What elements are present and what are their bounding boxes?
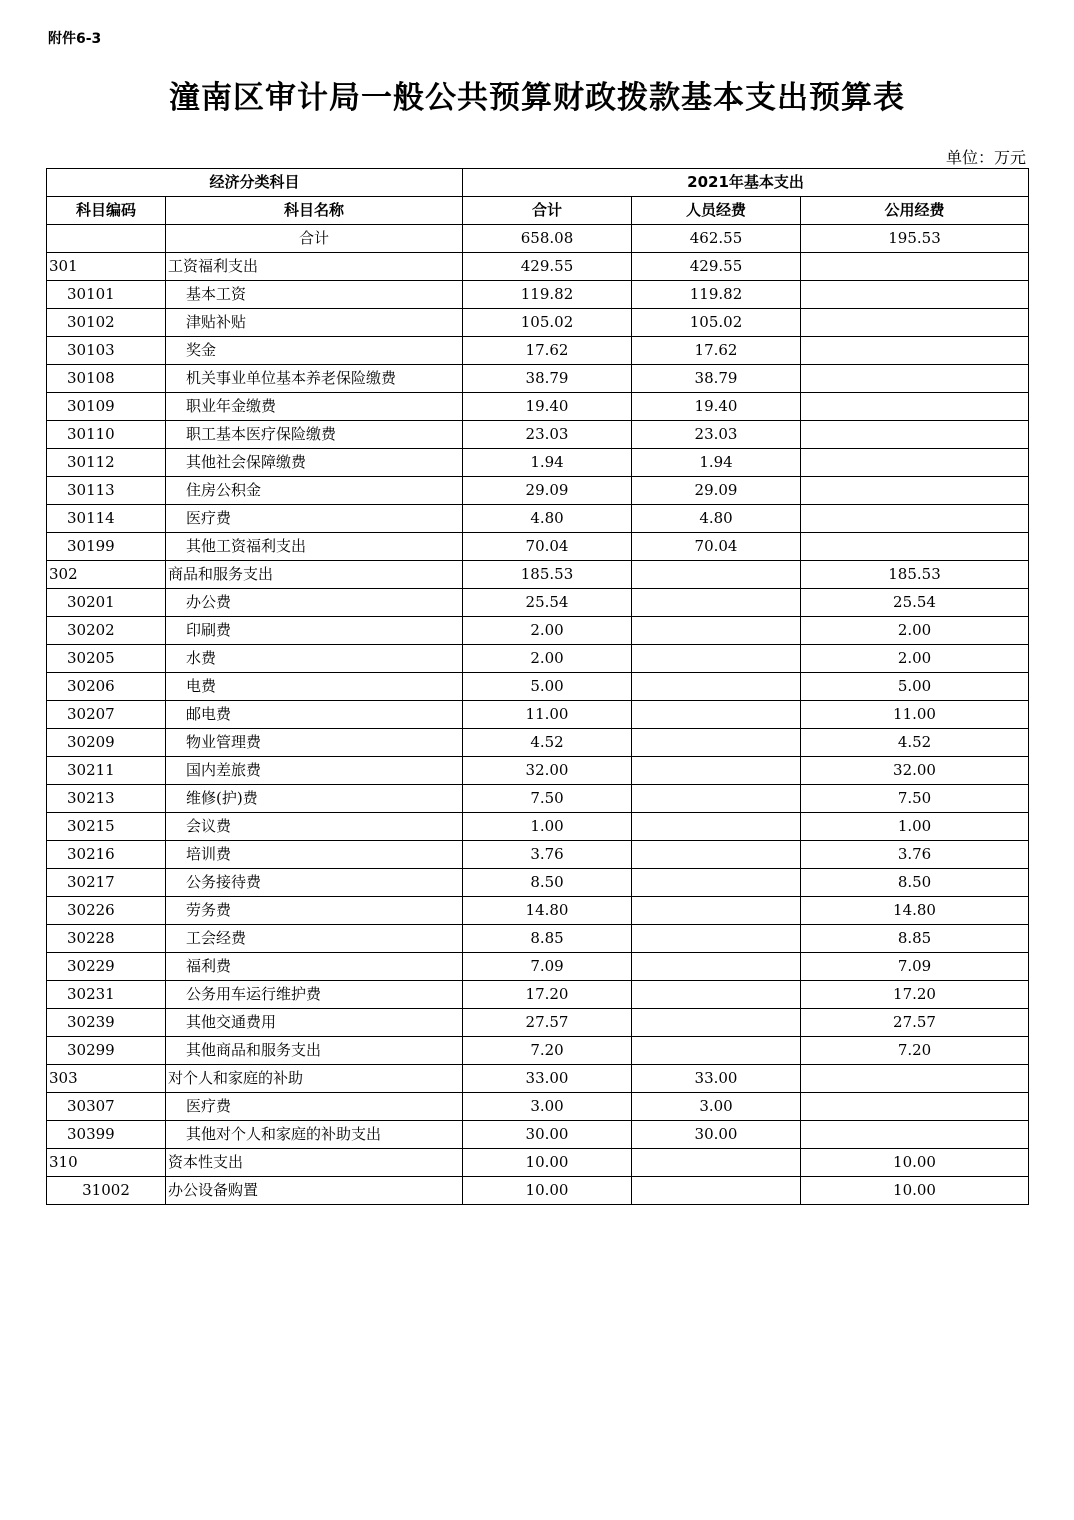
row-code: 30399 <box>47 1121 166 1149</box>
row-code: 30213 <box>47 785 166 813</box>
row-personnel: 70.04 <box>632 533 801 561</box>
header-name: 科目名称 <box>166 197 463 225</box>
row-name: 公务用车运行维护费 <box>166 981 463 1009</box>
table-row <box>47 813 1029 841</box>
row-total: 10.00 <box>463 1149 632 1177</box>
table-row <box>47 1093 1029 1121</box>
row-personnel: 29.09 <box>632 477 801 505</box>
row-code: 30209 <box>47 729 166 757</box>
row-name: 职业年金缴费 <box>166 393 463 421</box>
row-total: 7.50 <box>463 785 632 813</box>
row-code: 30108 <box>47 365 166 393</box>
row-personnel: 1.94 <box>632 449 801 477</box>
table-row <box>47 1009 1029 1037</box>
table-row <box>47 841 1029 869</box>
row-code: 30307 <box>47 1093 166 1121</box>
row-total: 70.04 <box>463 533 632 561</box>
row-total: 2.00 <box>463 617 632 645</box>
row-personnel: 3.00 <box>632 1093 801 1121</box>
row-code: 30201 <box>47 589 166 617</box>
row-total: 23.03 <box>463 421 632 449</box>
total-row <box>47 225 1029 253</box>
row-name: 工会经费 <box>166 925 463 953</box>
row-total: 38.79 <box>463 365 632 393</box>
row-name: 商品和服务支出 <box>166 561 463 589</box>
row-personnel <box>632 645 801 673</box>
row-personnel: 23.03 <box>632 421 801 449</box>
row-public: 7.50 <box>801 785 1029 813</box>
row-name: 物业管理费 <box>166 729 463 757</box>
row-name: 奖金 <box>166 337 463 365</box>
row-name: 工资福利支出 <box>166 253 463 281</box>
row-name: 职工基本医疗保险缴费 <box>166 421 463 449</box>
row-total: 33.00 <box>463 1065 632 1093</box>
table-row <box>47 505 1029 533</box>
table-row <box>47 1037 1029 1065</box>
header-total: 合计 <box>463 197 632 225</box>
row-personnel: 33.00 <box>632 1065 801 1093</box>
row-name: 医疗费 <box>166 505 463 533</box>
row-personnel <box>632 589 801 617</box>
table-row <box>47 617 1029 645</box>
row-total: 119.82 <box>463 281 632 309</box>
row-public <box>801 477 1029 505</box>
row-name: 其他社会保障缴费 <box>166 449 463 477</box>
row-total: 8.85 <box>463 925 632 953</box>
row-personnel <box>632 869 801 897</box>
table-row <box>47 309 1029 337</box>
row-total: 185.53 <box>463 561 632 589</box>
header-economic-classification: 经济分类科目 <box>47 169 463 197</box>
row-code: 30211 <box>47 757 166 785</box>
table-row <box>47 645 1029 673</box>
table-row <box>47 393 1029 421</box>
row-public: 5.00 <box>801 673 1029 701</box>
table-row <box>47 253 1029 281</box>
row-code: 30110 <box>47 421 166 449</box>
row-public: 185.53 <box>801 561 1029 589</box>
row-total: 10.00 <box>463 1177 632 1205</box>
table-row <box>47 729 1029 757</box>
row-code: 30103 <box>47 337 166 365</box>
header-personnel: 人员经费 <box>632 197 801 225</box>
row-code: 30199 <box>47 533 166 561</box>
row-code: 30299 <box>47 1037 166 1065</box>
row-total: 25.54 <box>463 589 632 617</box>
row-public: 25.54 <box>801 589 1029 617</box>
row-public: 14.80 <box>801 897 1029 925</box>
row-code: 30229 <box>47 953 166 981</box>
row-public <box>801 253 1029 281</box>
row-total: 19.40 <box>463 393 632 421</box>
row-name: 机关事业单位基本养老保险缴费 <box>166 365 463 393</box>
row-public: 4.52 <box>801 729 1029 757</box>
table-row <box>47 477 1029 505</box>
table-row <box>47 925 1029 953</box>
table-row <box>47 869 1029 897</box>
row-name: 其他商品和服务支出 <box>166 1037 463 1065</box>
table-row <box>47 337 1029 365</box>
row-code: 301 <box>47 253 166 281</box>
row-name: 医疗费 <box>166 1093 463 1121</box>
row-public <box>801 533 1029 561</box>
table-row <box>47 365 1029 393</box>
table-row <box>47 953 1029 981</box>
row-name: 其他对个人和家庭的补助支出 <box>166 1121 463 1149</box>
row-personnel <box>632 701 801 729</box>
row-personnel <box>632 1149 801 1177</box>
row-name: 其他交通费用 <box>166 1009 463 1037</box>
row-public: 27.57 <box>801 1009 1029 1037</box>
row-code: 310 <box>47 1149 166 1177</box>
row-personnel <box>632 813 801 841</box>
row-public <box>801 449 1029 477</box>
row-personnel <box>632 561 801 589</box>
row-personnel: 119.82 <box>632 281 801 309</box>
row-total: 429.55 <box>463 253 632 281</box>
row-personnel <box>632 785 801 813</box>
row-public <box>801 365 1029 393</box>
row-public: 8.85 <box>801 925 1029 953</box>
row-total: 29.09 <box>463 477 632 505</box>
table-row <box>47 701 1029 729</box>
row-code: 30202 <box>47 617 166 645</box>
row-personnel <box>632 841 801 869</box>
row-name: 办公费 <box>166 589 463 617</box>
row-personnel: 30.00 <box>632 1121 801 1149</box>
row-code: 302 <box>47 561 166 589</box>
row-public: 32.00 <box>801 757 1029 785</box>
row-name: 国内差旅费 <box>166 757 463 785</box>
row-public: 2.00 <box>801 645 1029 673</box>
unit-label: 单位：万元 <box>945 148 1026 167</box>
row-name: 维修(护)费 <box>166 785 463 813</box>
table-row <box>47 449 1029 477</box>
row-personnel: 17.62 <box>632 337 801 365</box>
total-public: 195.53 <box>801 225 1029 253</box>
row-personnel <box>632 925 801 953</box>
row-code: 30205 <box>47 645 166 673</box>
row-name: 劳务费 <box>166 897 463 925</box>
row-public: 1.00 <box>801 813 1029 841</box>
row-public <box>801 281 1029 309</box>
row-code: 30113 <box>47 477 166 505</box>
row-code: 30102 <box>47 309 166 337</box>
total-total: 658.08 <box>463 225 632 253</box>
row-code: 30215 <box>47 813 166 841</box>
total-code <box>47 225 166 253</box>
row-total: 2.00 <box>463 645 632 673</box>
row-personnel <box>632 1177 801 1205</box>
row-code: 30226 <box>47 897 166 925</box>
row-public <box>801 1093 1029 1121</box>
row-total: 17.62 <box>463 337 632 365</box>
row-public: 10.00 <box>801 1149 1029 1177</box>
row-personnel <box>632 617 801 645</box>
row-total: 1.94 <box>463 449 632 477</box>
table-row <box>47 897 1029 925</box>
table-row <box>47 533 1029 561</box>
row-code: 30109 <box>47 393 166 421</box>
row-total: 3.00 <box>463 1093 632 1121</box>
row-name: 培训费 <box>166 841 463 869</box>
row-code: 31002 <box>47 1177 166 1205</box>
header-public: 公用经费 <box>801 197 1029 225</box>
row-total: 17.20 <box>463 981 632 1009</box>
row-code: 30216 <box>47 841 166 869</box>
row-public: 8.50 <box>801 869 1029 897</box>
table-row <box>47 421 1029 449</box>
table-row <box>47 981 1029 1009</box>
table-row <box>47 1065 1029 1093</box>
row-total: 5.00 <box>463 673 632 701</box>
row-public: 17.20 <box>801 981 1029 1009</box>
row-public: 7.20 <box>801 1037 1029 1065</box>
row-total: 4.52 <box>463 729 632 757</box>
row-total: 3.76 <box>463 841 632 869</box>
table-row <box>47 561 1029 589</box>
row-name: 对个人和家庭的补助 <box>166 1065 463 1093</box>
table-row <box>47 673 1029 701</box>
row-public: 11.00 <box>801 701 1029 729</box>
header-column-row <box>47 197 1029 225</box>
row-total: 30.00 <box>463 1121 632 1149</box>
row-personnel: 429.55 <box>632 253 801 281</box>
row-public <box>801 337 1029 365</box>
total-personnel: 462.55 <box>632 225 801 253</box>
row-public: 3.76 <box>801 841 1029 869</box>
row-name: 基本工资 <box>166 281 463 309</box>
row-total: 1.00 <box>463 813 632 841</box>
row-personnel: 19.40 <box>632 393 801 421</box>
row-public <box>801 393 1029 421</box>
row-code: 30217 <box>47 869 166 897</box>
row-name: 会议费 <box>166 813 463 841</box>
row-code: 30228 <box>47 925 166 953</box>
row-personnel <box>632 981 801 1009</box>
row-name: 水费 <box>166 645 463 673</box>
table-row <box>47 785 1029 813</box>
page-title: 潼南区审计局一般公共预算财政拨款基本支出预算表 <box>169 80 905 116</box>
table-row <box>47 1121 1029 1149</box>
row-personnel: 4.80 <box>632 505 801 533</box>
row-public <box>801 505 1029 533</box>
row-public <box>801 421 1029 449</box>
row-name: 资本性支出 <box>166 1149 463 1177</box>
table-row <box>47 281 1029 309</box>
row-total: 4.80 <box>463 505 632 533</box>
row-personnel <box>632 953 801 981</box>
row-code: 30239 <box>47 1009 166 1037</box>
row-public: 2.00 <box>801 617 1029 645</box>
row-public <box>801 1121 1029 1149</box>
row-public <box>801 1065 1029 1093</box>
row-personnel: 38.79 <box>632 365 801 393</box>
row-code: 30207 <box>47 701 166 729</box>
row-name: 邮电费 <box>166 701 463 729</box>
row-personnel <box>632 757 801 785</box>
row-total: 8.50 <box>463 869 632 897</box>
row-personnel <box>632 729 801 757</box>
budget-table <box>46 168 1029 1205</box>
row-personnel <box>632 1037 801 1065</box>
row-total: 27.57 <box>463 1009 632 1037</box>
row-name: 公务接待费 <box>166 869 463 897</box>
table-row <box>47 589 1029 617</box>
attachment-label: 附件6-3 <box>48 31 102 47</box>
row-total: 11.00 <box>463 701 632 729</box>
row-code: 30206 <box>47 673 166 701</box>
row-personnel <box>632 897 801 925</box>
row-total: 7.20 <box>463 1037 632 1065</box>
row-code: 303 <box>47 1065 166 1093</box>
row-personnel <box>632 673 801 701</box>
row-total: 32.00 <box>463 757 632 785</box>
row-public: 7.09 <box>801 953 1029 981</box>
row-code: 30231 <box>47 981 166 1009</box>
total-name: 合计 <box>166 225 463 253</box>
table-row <box>47 1149 1029 1177</box>
row-name: 其他工资福利支出 <box>166 533 463 561</box>
row-name: 福利费 <box>166 953 463 981</box>
row-personnel <box>632 1009 801 1037</box>
row-name: 津贴补贴 <box>166 309 463 337</box>
table-row <box>47 1177 1029 1205</box>
row-name: 办公设备购置 <box>166 1177 463 1205</box>
header-basic-expenditure: 2021年基本支出 <box>463 169 1029 197</box>
row-total: 7.09 <box>463 953 632 981</box>
row-code: 30114 <box>47 505 166 533</box>
table-row <box>47 757 1029 785</box>
row-name: 印刷费 <box>166 617 463 645</box>
row-public: 10.00 <box>801 1177 1029 1205</box>
row-code: 30101 <box>47 281 166 309</box>
header-code: 科目编码 <box>47 197 166 225</box>
row-name: 住房公积金 <box>166 477 463 505</box>
row-code: 30112 <box>47 449 166 477</box>
row-total: 105.02 <box>463 309 632 337</box>
row-total: 14.80 <box>463 897 632 925</box>
row-personnel: 105.02 <box>632 309 801 337</box>
row-public <box>801 309 1029 337</box>
header-group-row <box>47 169 1029 197</box>
row-name: 电费 <box>166 673 463 701</box>
